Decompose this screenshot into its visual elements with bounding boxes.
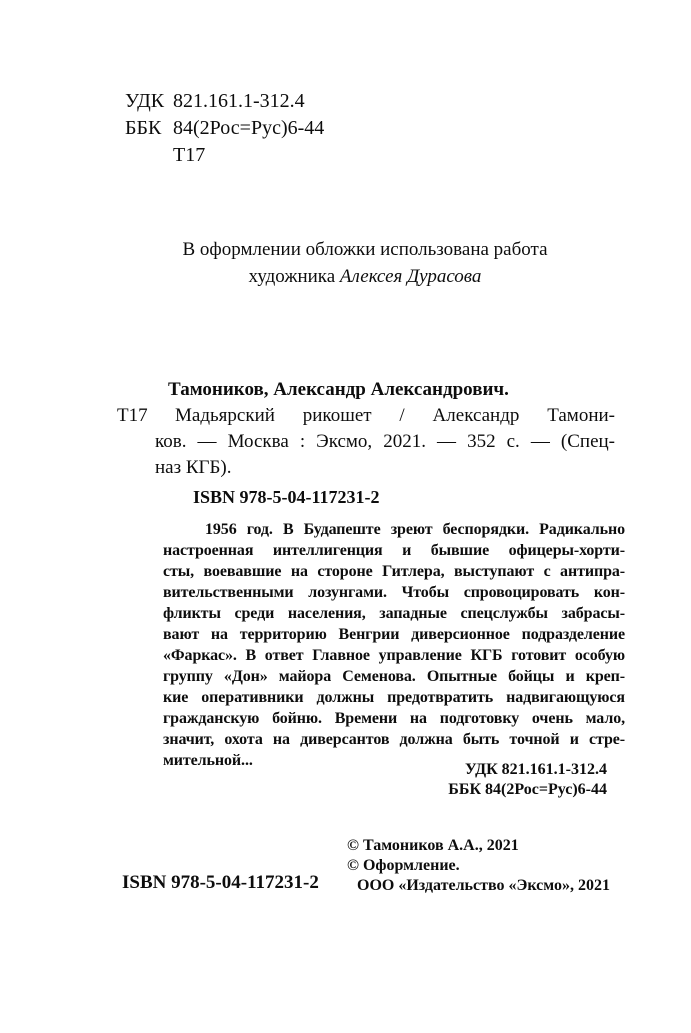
annotation-line: вают на территорию Венгрии диверсионное подразделение xyxy=(163,626,625,643)
annotation-line: настроенная интеллигенция и бывшие офицеры-хорти- xyxy=(163,542,625,559)
annotation-line: кие оперативники должны предотвратить надвигающуюся xyxy=(163,689,625,706)
author-sign: Т17 xyxy=(173,144,206,166)
cover-artist-name: Алексея Дурасова xyxy=(339,266,482,287)
bbk-value: 84(2Рос=Рус)6-44 xyxy=(173,117,325,139)
udk-label: УДК xyxy=(125,90,165,112)
card-line: ков. — Москва : Эксмо, 2021. — 352 с. — (Спец- xyxy=(155,431,615,452)
cover-note-line1: В оформлении обложки использована работа xyxy=(182,239,548,260)
annotation-line: фликты среди населения, западные спецслужбы забрасы- xyxy=(163,605,625,622)
bbk-label: ББК xyxy=(125,117,162,139)
annotation-line: значит, охота на диверсантов должна быть точной и стре- xyxy=(163,731,625,748)
catalog-card xyxy=(117,377,615,481)
classification-codes-right xyxy=(347,760,607,800)
copyright-block xyxy=(347,836,610,896)
author-sign-line xyxy=(125,142,324,169)
cover-artist-note xyxy=(120,236,610,290)
annotation-line: 1956 год. В Будапеште зреют беспорядки. Радикально xyxy=(205,521,625,538)
isbn-lower: ISBN 978-5-04-117231-2 xyxy=(122,872,319,893)
cover-note-line2 xyxy=(120,263,610,290)
annotation-line: вительственными лозунгами. Чтобы спровоцировать кон- xyxy=(163,584,625,601)
copyright-author: © Тамоников А.А., 2021 xyxy=(347,837,519,854)
annotation-line: мительной... xyxy=(163,752,253,769)
annotation-line: сты, воевавшие на стороне Гитлера, выступают с антипра- xyxy=(163,563,625,580)
annotation xyxy=(163,519,625,771)
annotation-line: группу «Дон» майора Семенова. Опытные бойцы и креп- xyxy=(163,668,625,685)
bbk-right: ББК 84(2Рос=Рус)6-44 xyxy=(448,781,607,798)
annotation-line: «Фаркас». В ответ Главное управление КГБ готовит особую xyxy=(163,647,625,664)
card-line: Мадьярский рикошет / Александр Тамони- xyxy=(175,405,615,426)
udk-value: 821.161.1-312.4 xyxy=(173,90,305,112)
bbk-line xyxy=(125,115,324,142)
card-author-heading: Тамоников, Александр Александрович. xyxy=(168,379,509,400)
annotation-line: гражданскую бойню. Времени на подготовку очень мало, xyxy=(163,710,625,727)
udk-right: УДК 821.161.1-312.4 xyxy=(464,761,607,778)
top-classification-block xyxy=(125,88,324,169)
card-author-sign: Т17 xyxy=(117,405,148,426)
isbn-upper: ISBN 978-5-04-117231-2 xyxy=(193,487,380,507)
cover-note-line2-prefix: художника xyxy=(248,266,340,287)
copyright-design: © Оформление. xyxy=(347,857,460,874)
udk-line xyxy=(125,88,324,115)
card-line: наз КГБ). xyxy=(155,457,232,478)
copyright-publisher: ООО «Издательство «Эксмо», 2021 xyxy=(357,877,610,894)
